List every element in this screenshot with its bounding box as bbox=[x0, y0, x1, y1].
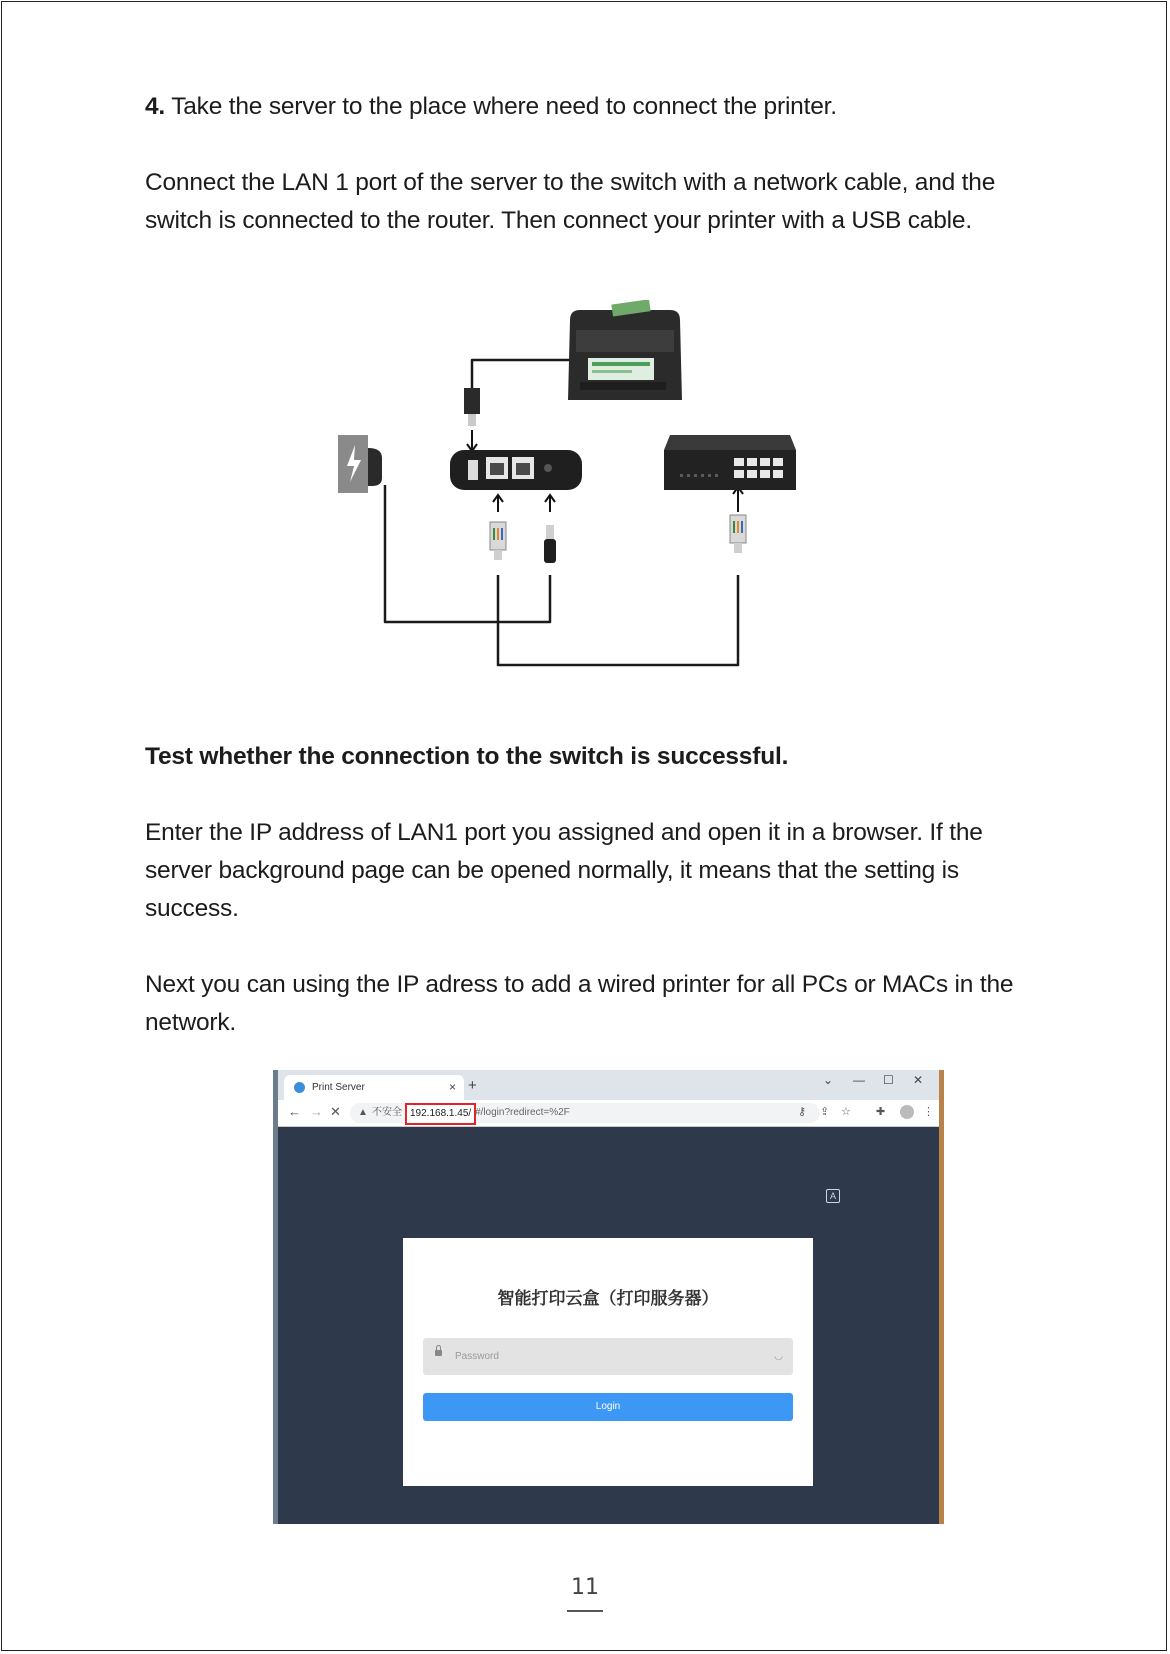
tab-search-icon[interactable]: ⌄ bbox=[823, 1073, 834, 1087]
more-menu-icon[interactable]: ⋮ bbox=[923, 1106, 934, 1118]
address-bar bbox=[278, 1100, 939, 1127]
page-number-underline bbox=[567, 1610, 603, 1612]
new-tab-icon[interactable]: + bbox=[468, 1077, 477, 1094]
login-button[interactable]: Login bbox=[423, 1393, 793, 1421]
url-path: #/login?redirect=%2F bbox=[475, 1107, 570, 1118]
step-text: Take the server to the place where need to connect the printer. bbox=[165, 93, 837, 120]
step-4-paragraph bbox=[145, 88, 1025, 126]
tab-bar bbox=[278, 1070, 939, 1100]
minimize-icon[interactable]: — bbox=[853, 1073, 865, 1087]
maximize-icon[interactable]: ☐ bbox=[883, 1073, 894, 1087]
share-icon[interactable]: ⇪ bbox=[820, 1106, 830, 1118]
next-paragraph: Next you can using the IP adress to add a wired printer for all PCs or MACs in the network. bbox=[145, 971, 1014, 1036]
eye-closed-icon[interactable]: ◡ bbox=[774, 1351, 783, 1362]
rj45-plug-switch-image bbox=[730, 515, 746, 553]
stop-loading-icon[interactable]: ✕ bbox=[330, 1104, 341, 1119]
tab-title: Print Server bbox=[312, 1082, 365, 1093]
window-close-icon[interactable]: ✕ bbox=[913, 1073, 924, 1087]
url-ip-highlight: 192.168.1.45/ bbox=[405, 1103, 476, 1125]
favicon-icon bbox=[294, 1082, 305, 1093]
lock-icon bbox=[435, 1350, 442, 1356]
browser-screenshot bbox=[273, 1070, 944, 1524]
password-field[interactable] bbox=[423, 1338, 793, 1375]
dc-plug-image bbox=[544, 525, 556, 563]
step-number: 4. bbox=[145, 93, 166, 120]
bookmark-star-icon[interactable]: ☆ bbox=[841, 1106, 851, 1118]
usb-cable bbox=[472, 360, 570, 390]
print-server-image bbox=[450, 450, 582, 490]
password-placeholder: Password bbox=[455, 1351, 499, 1362]
login-card bbox=[403, 1238, 813, 1486]
profile-avatar-icon[interactable] bbox=[900, 1105, 914, 1119]
tab-close-icon[interactable]: × bbox=[448, 1080, 456, 1094]
key-icon[interactable]: ⚷ bbox=[798, 1106, 807, 1118]
back-icon[interactable]: ← bbox=[288, 1104, 301, 1119]
network-switch-image bbox=[664, 435, 796, 490]
url-field[interactable] bbox=[350, 1103, 820, 1123]
warning-icon: ▲ bbox=[358, 1107, 368, 1118]
test-heading: Test whether the connection to the switch is successful. bbox=[145, 743, 789, 770]
connect-paragraph: Connect the LAN 1 port of the server to the switch with a network cable, and the switch is connected to the router. Then connect your printer with a USB cable. bbox=[145, 169, 996, 234]
tab-print-server[interactable] bbox=[284, 1075, 464, 1100]
translate-icon[interactable]: A bbox=[826, 1189, 840, 1203]
power-adapter-image bbox=[338, 435, 382, 493]
forward-icon[interactable]: → bbox=[310, 1104, 323, 1119]
security-label: 不安全 bbox=[372, 1107, 402, 1118]
enter-ip-paragraph: Enter the IP address of LAN1 port you assigned and open it in a browser. If the server background page can be opened normally, it means that the setting is success. bbox=[145, 819, 983, 922]
power-cable bbox=[385, 485, 550, 622]
login-title: 智能打印云盒（打印服务器） bbox=[497, 1289, 719, 1309]
rj45-plug-image bbox=[490, 522, 506, 560]
usb-plug-image bbox=[464, 388, 480, 451]
printer-image bbox=[568, 300, 682, 400]
page-number: 11 bbox=[571, 1575, 599, 1600]
lan-cable bbox=[498, 575, 738, 665]
extensions-icon[interactable]: ✚ bbox=[876, 1106, 886, 1118]
connection-diagram bbox=[330, 300, 810, 680]
